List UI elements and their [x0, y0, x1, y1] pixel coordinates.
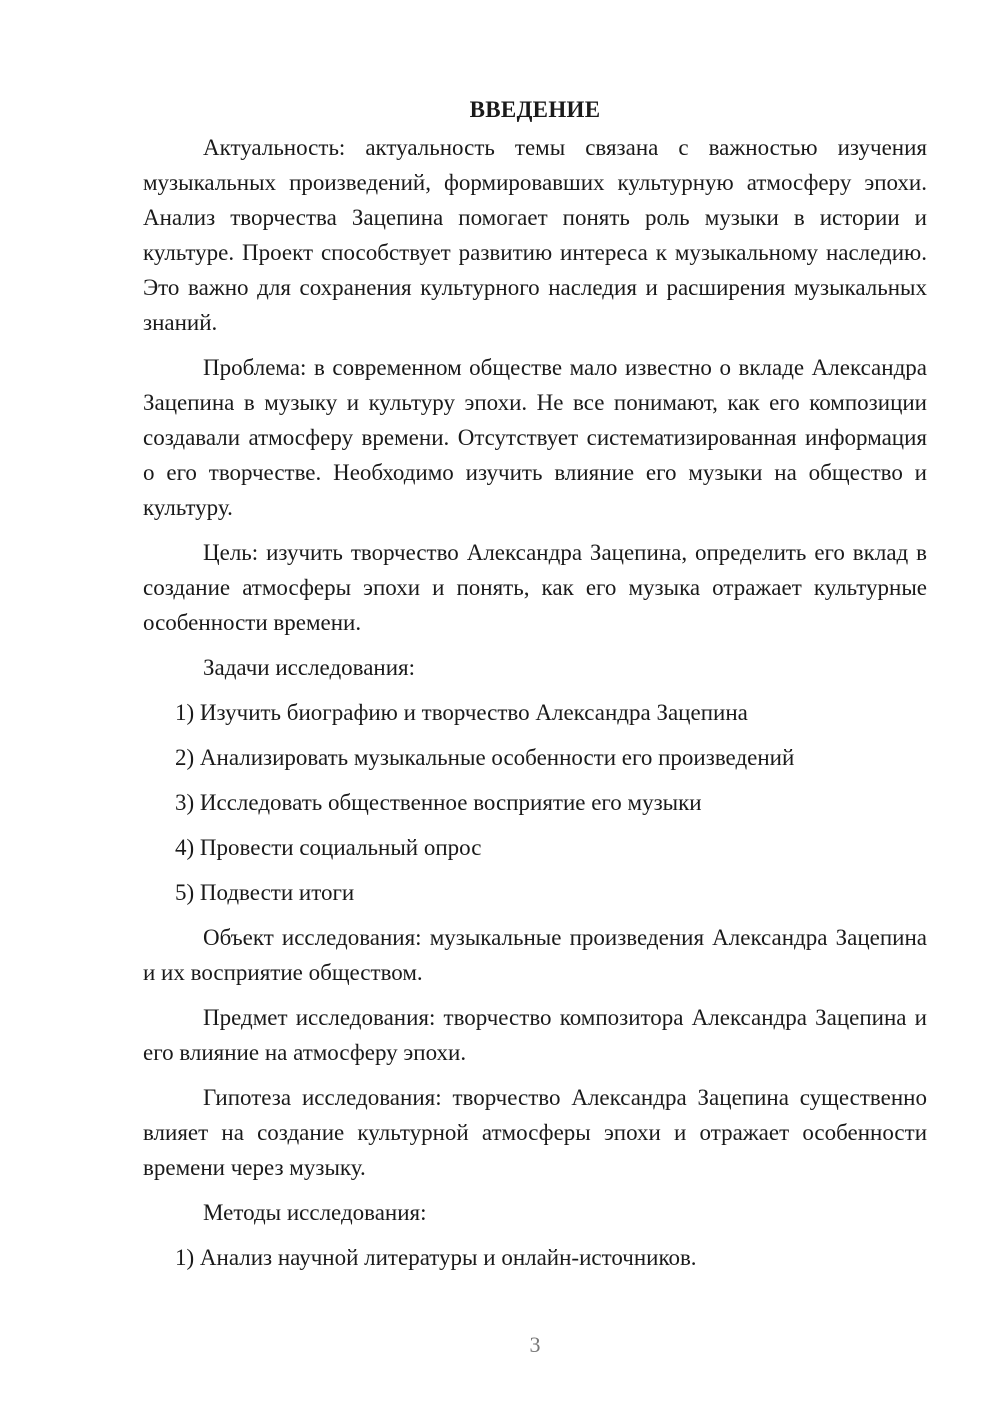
task-item: 2) Анализировать музыкальные особенности его произведений — [175, 745, 795, 770]
methods-list — [143, 1240, 927, 1275]
methods-heading: Методы исследования: — [203, 1200, 427, 1225]
task-item: 1) Изучить биографию и творчество Александра Зацепина — [175, 700, 748, 725]
subject-paragraph: Предмет исследования: творчество композитора Александра Зацепина и его влияние на атмосферу эпохи. — [143, 1005, 927, 1065]
task-item: 3) Исследовать общественное восприятие его музыки — [175, 790, 702, 815]
method-item: 1) Анализ научной литературы и онлайн-источников. — [175, 1245, 697, 1270]
page-title: ВВЕДЕНИЕ — [469, 97, 601, 122]
task-item: 5) Подвести итоги — [175, 880, 355, 905]
object-paragraph: Объект исследования: музыкальные произведения Александра Зацепина и их восприятие обществом. — [143, 925, 927, 985]
hypothesis-paragraph: Гипотеза исследования: творчество Александра Зацепина существенно влияет на создание культурной атмосферы эпохи и отражает особенности времени через музыку. — [143, 1085, 927, 1180]
relevance-paragraph: Актуальность: актуальность темы связана с важностью изучения музыкальных произведений, формировавших культурную атмосферу эпохи. Анализ творчества Зацепина помогает понять роль музыки в истории и культуре. Проект способствует развитию интереса к музыкальному наследию. Это важно для сохранения культурного наследия и расширения музыкальных знаний. — [143, 135, 927, 335]
page-number: 3 — [529, 1332, 541, 1357]
goal-paragraph: Цель: изучить творчество Александра Зацепина, определить его вклад в создание атмосферы эпохи и понять, как его музыка отражает культурные особенности времени. — [143, 540, 927, 635]
problem-paragraph: Проблема: в современном обществе мало известно о вкладе Александра Зацепина в музыку и культуру эпохи. Не все понимают, как его композиции создавали атмосферу времени. Отсутствует систематизированная информация о его творчестве. Необходимо изучить влияние его музыки на общество и культуру. — [143, 355, 927, 520]
tasks-heading: Задачи исследования: — [203, 655, 416, 680]
tasks-list — [143, 695, 927, 910]
document-page — [143, 95, 927, 1285]
task-item: 4) Провести социальный опрос — [175, 835, 482, 860]
